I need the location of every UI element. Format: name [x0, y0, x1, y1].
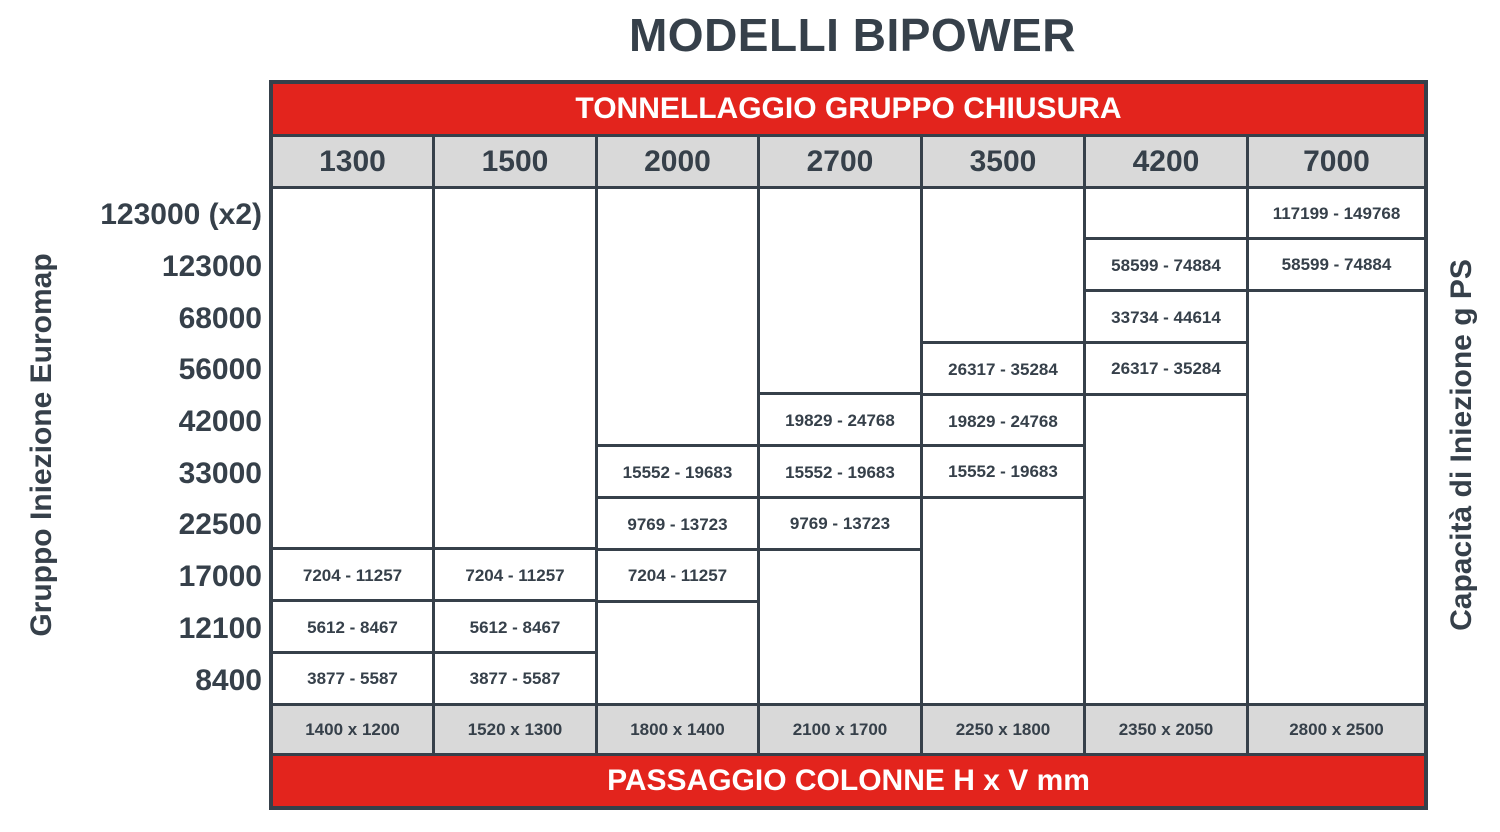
table-cell: 26317 - 35284	[1086, 341, 1246, 396]
row-label: 68000	[178, 302, 262, 335]
table-cell: 33734 - 44614	[1086, 289, 1246, 344]
column-header: 3500	[923, 137, 1083, 186]
table-cell: 3877 - 5587	[435, 651, 595, 703]
column-2000	[598, 189, 757, 703]
table-cell: 7204 - 11257	[435, 547, 595, 602]
table-cell: 7204 - 11257	[598, 548, 757, 603]
tie-bar-cell: 2100 x 1700	[760, 706, 920, 753]
row-label: 8400	[195, 664, 262, 697]
tie-bar-passage-footer: PASSAGGIO COLONNE H x V mm	[273, 756, 1424, 806]
row-label: 56000	[178, 353, 262, 386]
tie-bar-cell: 1400 x 1200	[273, 706, 432, 753]
table-cell: 26317 - 35284	[923, 341, 1083, 396]
column-2700	[760, 189, 920, 703]
row-label: 33000	[178, 457, 262, 490]
row-label: 123000 (x2)	[100, 198, 262, 231]
column-4200	[1086, 189, 1246, 703]
tie-bar-cell: 2350 x 2050	[1086, 706, 1246, 753]
row-label: 42000	[178, 405, 262, 438]
tie-bar-cell: 2250 x 1800	[923, 706, 1083, 753]
table-cell: 9769 - 13723	[760, 496, 920, 551]
tie-bar-cell: 1520 x 1300	[435, 706, 595, 753]
table-cell: 3877 - 5587	[273, 651, 432, 703]
column-header: 1500	[435, 137, 595, 186]
table-cell: 15552 - 19683	[598, 444, 757, 499]
table-cell: 19829 - 24768	[923, 393, 1083, 448]
tie-bar-cell: 2800 x 2500	[1249, 706, 1424, 753]
row-label: 12100	[178, 612, 262, 645]
table-cell: 58599 - 74884	[1086, 237, 1246, 292]
row-label: 22500	[178, 508, 262, 541]
column-header: 7000	[1249, 137, 1424, 186]
right-axis-label: Capacità di Iniezione g PS	[1445, 259, 1478, 631]
row-label: 17000	[178, 560, 262, 593]
column-1300	[273, 189, 432, 703]
page-title: MODELLI BIPOWER	[628, 9, 1077, 61]
table-cell: 15552 - 19683	[923, 444, 1083, 499]
row-label: 123000	[161, 250, 262, 283]
table-cell: 5612 - 8467	[273, 599, 432, 654]
table-cell: 7204 - 11257	[273, 547, 432, 602]
column-header: 4200	[1086, 137, 1246, 186]
column-header: 2000	[598, 137, 757, 186]
tie-bar-cell: 1800 x 1400	[598, 706, 757, 753]
table-cell: 15552 - 19683	[760, 444, 920, 499]
table-cell: 9769 - 13723	[598, 496, 757, 551]
left-axis-label: Gruppo Iniezione Euromap	[25, 253, 58, 637]
clamping-tonnage-header: TONNELLAGGIO GRUPPO CHIUSURA	[273, 84, 1424, 134]
column-7000	[1249, 189, 1424, 703]
table-cell: 117199 - 149768	[1249, 189, 1424, 238]
column-header: 2700	[760, 137, 920, 186]
table-cell: 5612 - 8467	[435, 599, 595, 654]
column-1500	[435, 189, 595, 703]
column-3500	[923, 189, 1083, 703]
table-cell: 19829 - 24768	[760, 392, 920, 447]
column-header: 1300	[273, 137, 432, 186]
table-cell: 58599 - 74884	[1249, 237, 1424, 292]
